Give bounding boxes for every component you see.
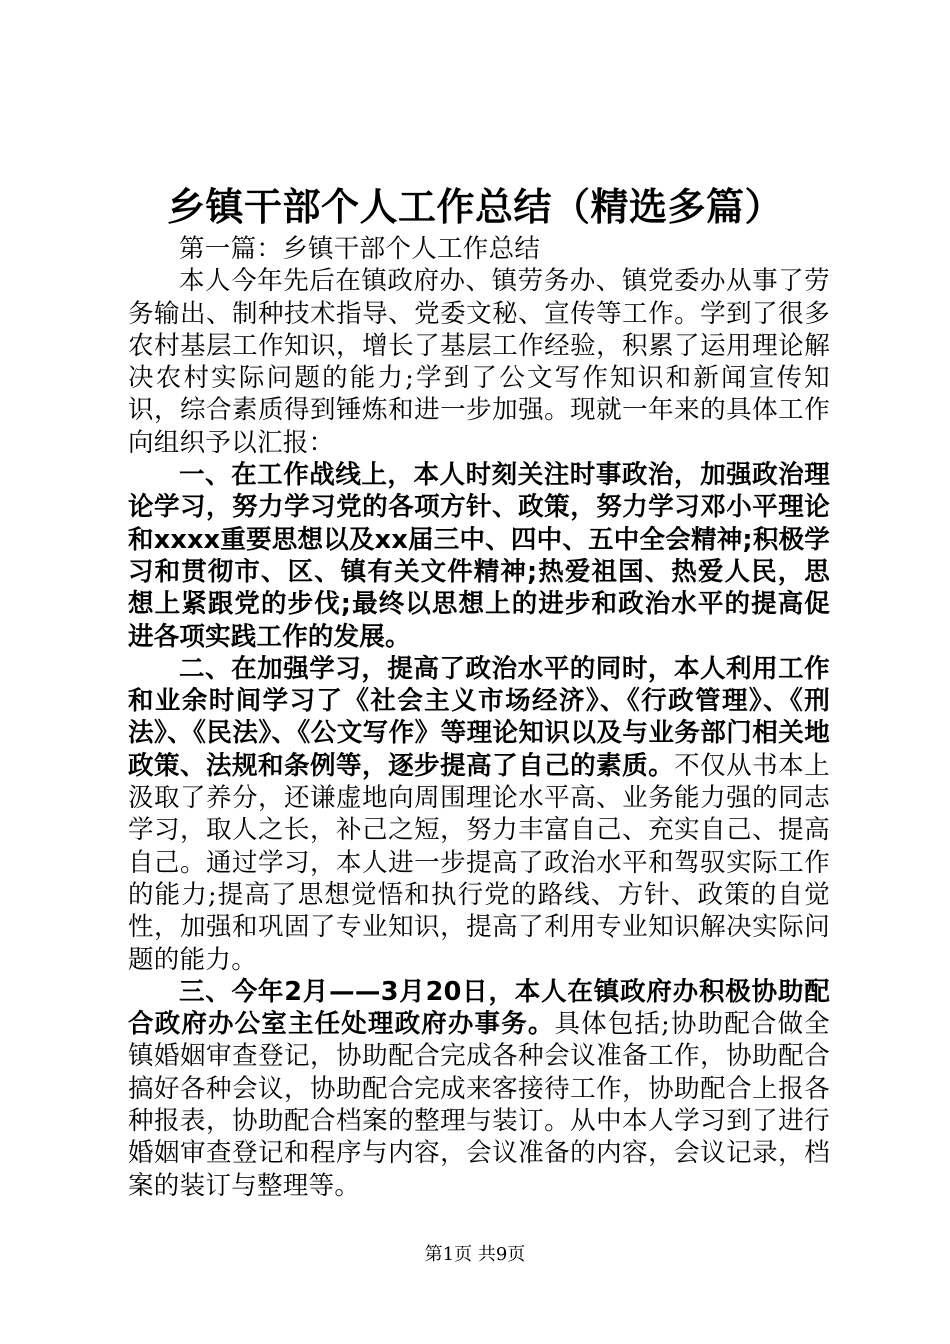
document-title: 乡镇干部个人工作总结（精选多篇） (166, 185, 783, 229)
paragraph-3 (128, 976, 830, 1202)
page-footer: 第1页 共9页 (424, 1244, 526, 1265)
document-body (128, 233, 830, 1202)
paragraph-3-bold: 三、今年2月——3月20日，本人在镇政府办积极协助配合政府办公室主任处理政府办事务。 (128, 976, 830, 1040)
paragraph-1: 一、在工作战线上，本人时刻关注时事政治，加强政治理论学习，努力学习党的各项方针、政策，努力学习邓小平理论和xxxx重要思想以及xx届三中、四中、五中全会精神;积极学习和贯彻市、区、镇有关文件精神;热爱祖国、热爱人民，思想上紧跟党的步伐;最终以思想上的进步和政治水平的提高促进各项实践工作的发展。 (128, 460, 830, 652)
paragraph-2-rest: 不仅从书本上汲取了养分，还谦虚地向周围理论水平高、业务能力强的同志学习，取人之长，补己之短，努力丰富自己、充实自己、提高自己。通过学习，本人进一步提高了政治水平和驾驭实际工作的能力;提高了思想觉悟和执行党的路线、方针、政策的自觉性，加强和巩固了专业知识，提高了利用专业知识解决实际问题的能力。 (128, 750, 830, 975)
paragraph-intro: 本人今年先后在镇政府办、镇劳务办、镇党委办从事了劳务输出、制种技术指导、党委文秘、宣传等工作。学到了很多农村基层工作知识，增长了基层工作经验，积累了运用理论解决农村实际问题的能力;学到了公文写作知识和新闻宣传知识，综合素质得到锤炼和进一步加强。现就一年来的具体工作向组织予以汇报： (128, 266, 830, 458)
paragraph-2-bold: 二、在加强学习，提高了政治水平的同时，本人利用工作和业余时间学习了《社会主义市场经济》、《行政管理》、《刑法》、《民法》、《公文写作》等理论知识以及与业务部门相关地政策、法规和条例等，逐步提高了自己的素质。 (128, 653, 830, 781)
section-heading: 第一篇：乡镇干部个人工作总结 (179, 234, 541, 264)
paragraph-2 (128, 653, 830, 976)
paragraph-3-rest: 具体包括;协助配合做全镇婚姻审查登记，协助配合完成各种会议准备工作，协助配合搞好各种会议，协助配合完成来客接待工作，协助配合上报各种报表，协助配合档案的整理与装订。从中本人学习到了进行婚姻审查登记和程序与内容，会议准备的内容，会议记录，档案的装订与整理等。 (128, 1009, 830, 1201)
